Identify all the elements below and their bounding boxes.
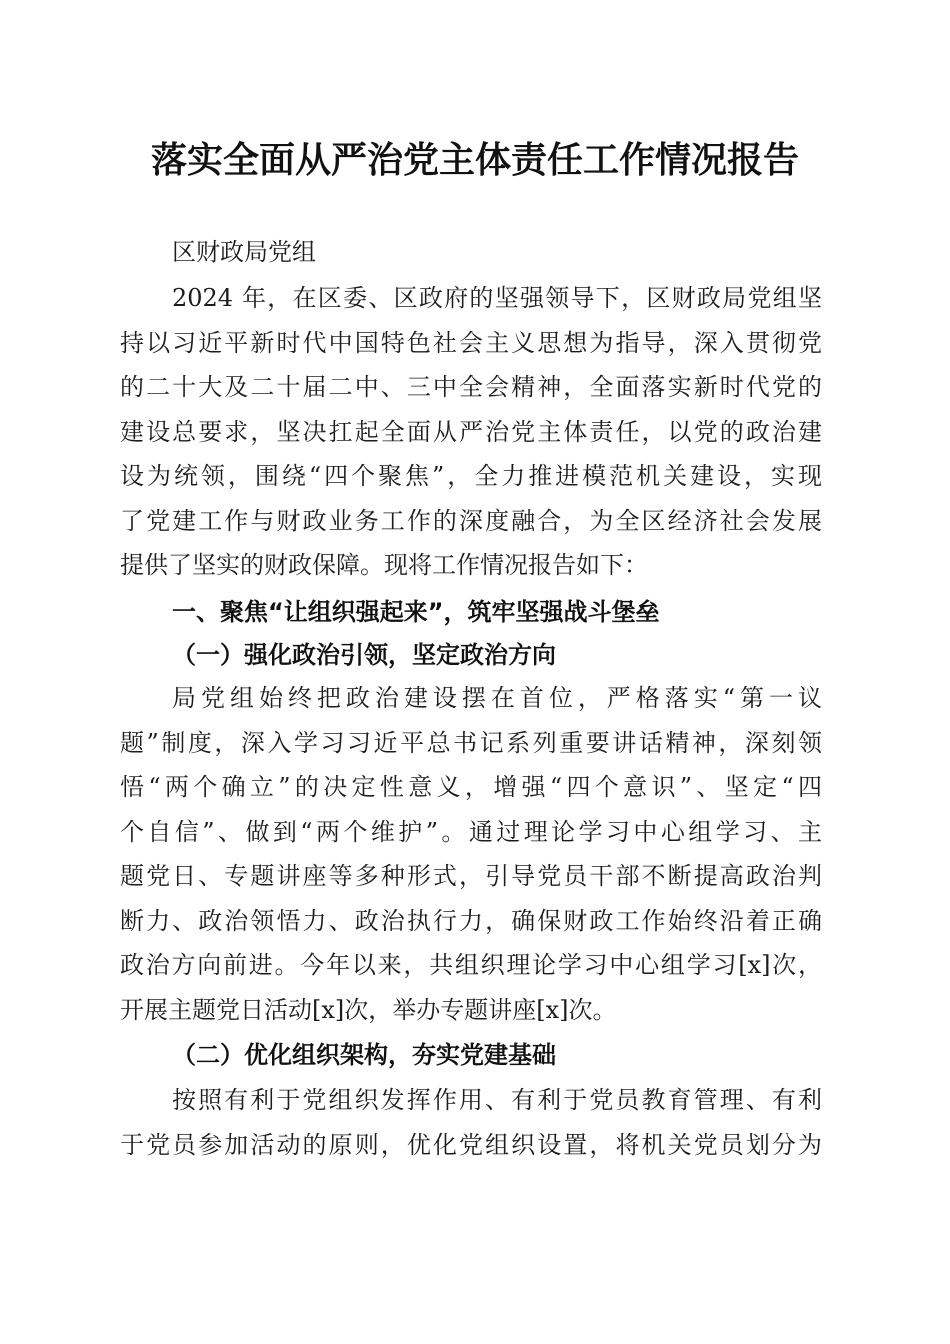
author-line: 区财政局党组	[172, 238, 316, 266]
paragraph-line: 开展主题党日活动[x]次，举办专题讲座[x]次。	[120, 995, 617, 1024]
section-heading-1: 一、聚焦“让组织强起来”，筑牢坚强战斗堡垒	[172, 598, 660, 626]
paragraph-line: 的二十大及二十届二中、三中全会精神，全面落实新时代党的	[120, 373, 822, 401]
paragraph-line: 2024 年，在区委、区政府的坚强领导下，区财政局党组坚	[172, 284, 822, 312]
paragraph-line: 个自信”、做到“两个维护”。通过理论学习中心组学习、主	[120, 817, 822, 846]
paragraph-line: 按照有利于党组织发挥作用、有利于党员教育管理、有利	[172, 1086, 822, 1114]
paragraph-line: 断力、政治领悟力、政治执行力，确保财政工作始终沿着正确	[120, 906, 822, 935]
paragraph-line: 悟“两个确立”的决定性意义，增强“四个意识”、坚定“四	[120, 773, 822, 801]
paragraph-line: 于党员参加活动的原则，优化党组织设置，将机关党员划分为	[120, 1130, 822, 1159]
paragraph-line: 提供了坚实的财政保障。现将工作情况报告如下：	[120, 551, 648, 579]
paragraph-line: 题党日、专题讲座等多种形式，引导党员干部不断提高政治判	[120, 862, 822, 890]
paragraph-line: 局党组始终把政治建设摆在首位，严格落实“第一议	[172, 684, 822, 712]
subsection-2-paragraph	[120, 1078, 822, 1167]
subsection-1-paragraph	[120, 676, 822, 1032]
document-title: 落实全面从严治党主体责任工作情况报告	[150, 139, 799, 181]
subsection-heading-1: （一）强化政治引领，坚定政治方向	[172, 640, 556, 669]
intro-paragraph	[120, 276, 822, 588]
paragraph-line: 持以习近平新时代中国特色社会主义思想为指导，深入贯彻党	[120, 328, 822, 357]
paragraph-line: 了党建工作与财政业务工作的深度融合，为全区经济社会发展	[120, 506, 822, 535]
paragraph-line: 题”制度，深入学习习近平总书记系列重要讲话精神，深刻领	[120, 728, 822, 757]
paragraph-line: 建设总要求，坚决扛起全面从严治党主体责任，以党的政治建	[120, 417, 822, 446]
paragraph-line: 政治方向前进。今年以来，共组织理论学习中心组学习[x]次，	[120, 951, 822, 979]
subsection-heading-2: （二）优化组织架构，夯实党建基础	[172, 1040, 556, 1069]
paragraph-line: 设为统领，围绕“四个聚焦”，全力推进模范机关建设，实现	[120, 462, 822, 490]
